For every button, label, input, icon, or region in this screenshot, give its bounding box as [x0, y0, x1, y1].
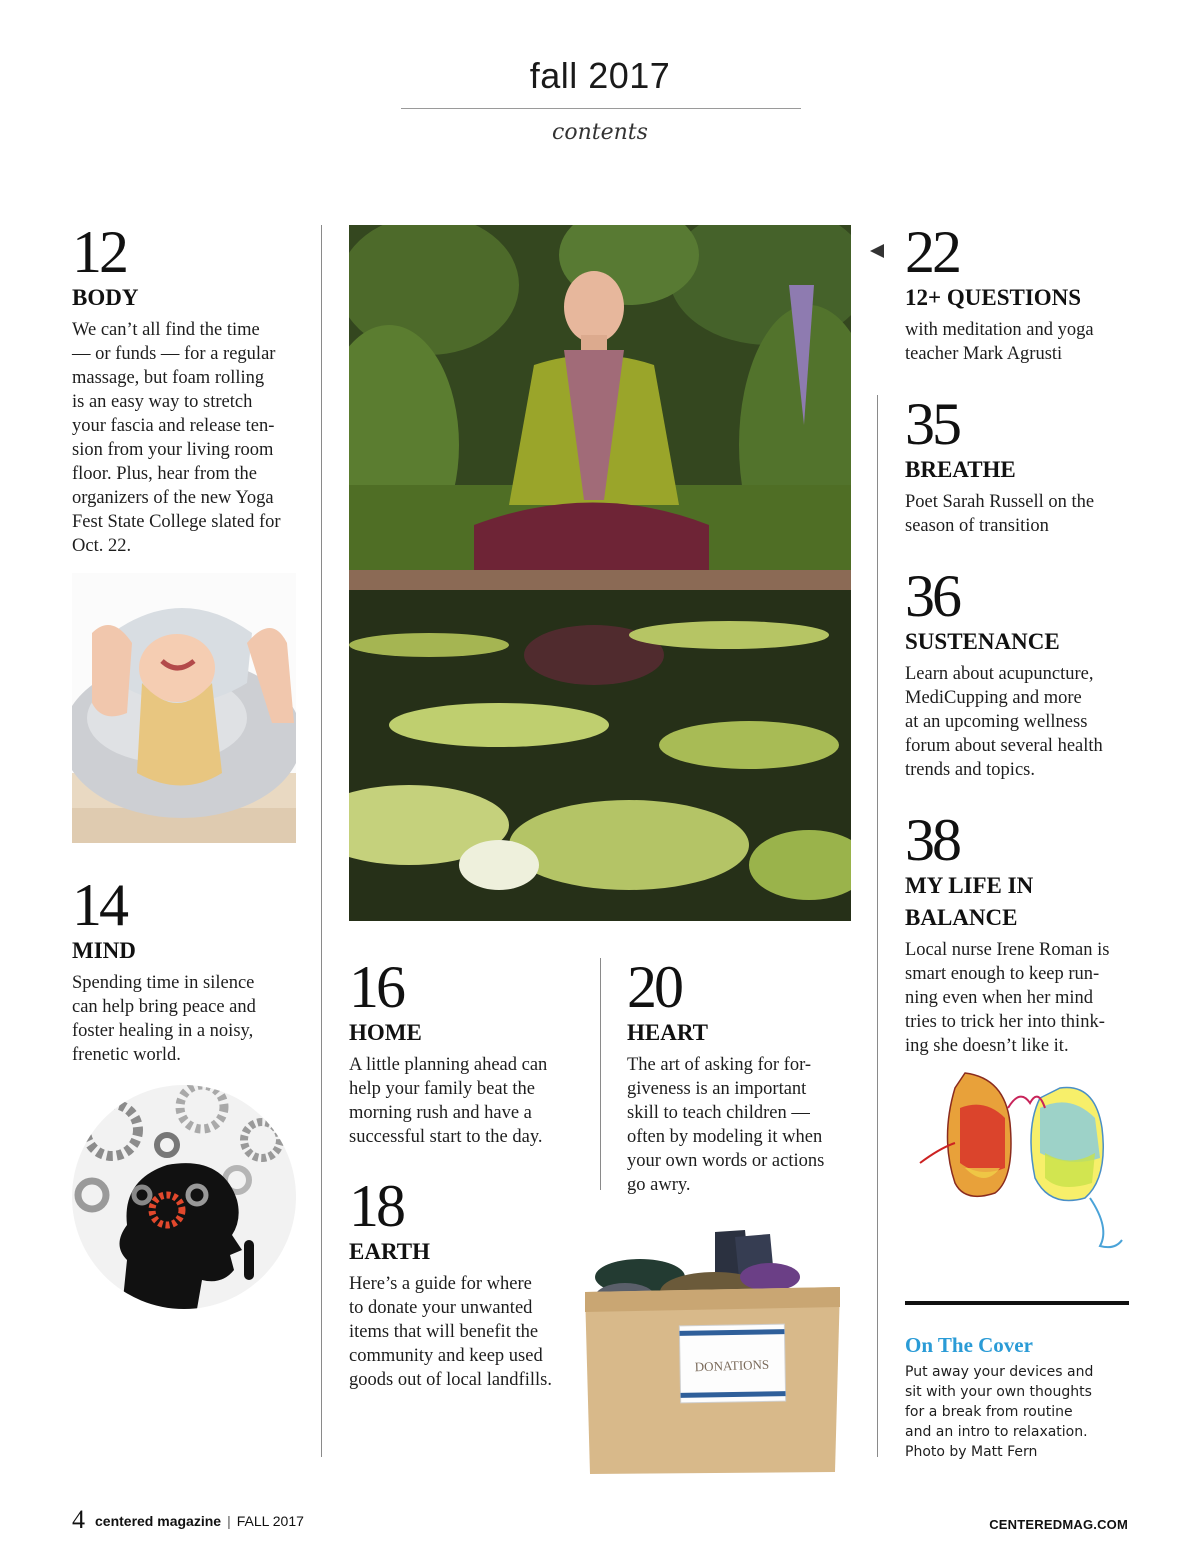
section-heading: 12+ QUESTIONS — [905, 285, 1082, 310]
toc-entry-body[interactable] — [72, 219, 312, 558]
section-description: The art of asking for for- giveness is an important skill to teach children — often by modeling it when your own words or actions go awry. — [627, 1055, 825, 1195]
donation-box-photo — [585, 1222, 840, 1477]
section-heading: SUSTENANCE — [905, 629, 1060, 654]
toc-entry-sustenance[interactable] — [905, 563, 1145, 782]
page-number: 36 — [905, 563, 959, 629]
section-heading: HOME — [349, 1020, 422, 1045]
folio-issue: FALL 2017 — [236, 1513, 304, 1529]
toc-entry-breathe[interactable] — [905, 391, 1145, 538]
section-description: We can’t all find the time — or funds — for a regular massage, but foam rolling is an easy way to stretch your fascia and release ten- sion from your living room floor. Plus, hear from the organizers of the new Yoga Fest State College slated for Oct. 22. — [72, 320, 281, 556]
column-divider-right — [877, 395, 878, 1457]
section-heading: EARTH — [349, 1239, 430, 1264]
toc-entry-earth[interactable] — [349, 1173, 589, 1392]
section-heading: MY LIFE IN BALANCE — [905, 873, 1034, 930]
section-heading: HEART — [627, 1020, 708, 1045]
toc-entry-home[interactable] — [349, 954, 589, 1149]
footer-folio — [72, 1505, 304, 1535]
gears-head-illustration — [72, 1085, 296, 1309]
toc-entry-balance[interactable] — [905, 807, 1145, 1058]
section-description: Learn about acupuncture, MediCupping and more at an upcoming wellness forum about several health trends and topics. — [905, 664, 1103, 780]
page-number: 18 — [349, 1173, 403, 1239]
masthead-rule — [401, 108, 801, 109]
section-description: Here’s a guide for where to donate your unwanted items that will benefit the community and keep used goods out of local landfills. — [349, 1274, 552, 1390]
on-the-cover-caption: Put away your devices and sit with your own thoughts for a break from routine and an intro to relaxation. Photo by Matt Fern — [905, 1364, 1094, 1460]
caret-left-icon — [870, 244, 884, 258]
column-divider-left — [321, 225, 322, 1457]
page-number: 14 — [72, 872, 126, 938]
column-divider-middle — [600, 958, 601, 1190]
page-number: 16 — [349, 954, 403, 1020]
cover-rule — [905, 1301, 1129, 1305]
issue-title: fall 2017 — [529, 55, 671, 96]
section-description: with meditation and yoga teacher Mark Agrusti — [905, 320, 1094, 364]
contents-subtitle: contents — [552, 120, 648, 145]
cover-meditation-photo — [349, 225, 851, 921]
page-number: 38 — [905, 807, 959, 873]
page-number: 22 — [905, 219, 959, 285]
folio-separator: | — [227, 1513, 231, 1529]
yoga-ball-photo — [72, 573, 296, 843]
masthead — [0, 55, 1200, 97]
section-description: Poet Sarah Russell on the season of transition — [905, 492, 1095, 536]
page-number: 12 — [72, 219, 126, 285]
page-number: 35 — [905, 391, 959, 457]
box-label: DONATIONS — [694, 1356, 770, 1375]
folio-page-number: 4 — [72, 1505, 85, 1534]
toc-entry-mind[interactable] — [72, 872, 312, 1067]
section-heading: BREATHE — [905, 457, 1016, 482]
toc-entry-questions[interactable] — [905, 219, 1145, 366]
section-description: Local nurse Irene Roman is smart enough to keep run- ning even when her mind tries to trick her into think- ing she doesn’t like it. — [905, 940, 1110, 1056]
magazine-name: centered magazine — [95, 1513, 222, 1529]
website-link[interactable]: CENTEREDMAG.COM — [989, 1517, 1128, 1532]
page-number: 20 — [627, 954, 681, 1020]
section-heading: MIND — [72, 938, 136, 963]
sneakers-illustration — [910, 1068, 1130, 1258]
section-description: Spending time in silence can help bring peace and foster healing in a noisy, frenetic world. — [72, 973, 256, 1065]
section-description: A little planning ahead can help your family beat the morning rush and have a successful start to the day. — [349, 1055, 548, 1147]
section-heading: BODY — [72, 285, 139, 310]
toc-entry-heart[interactable] — [627, 954, 867, 1197]
on-the-cover-heading: On The Cover — [905, 1333, 1033, 1357]
